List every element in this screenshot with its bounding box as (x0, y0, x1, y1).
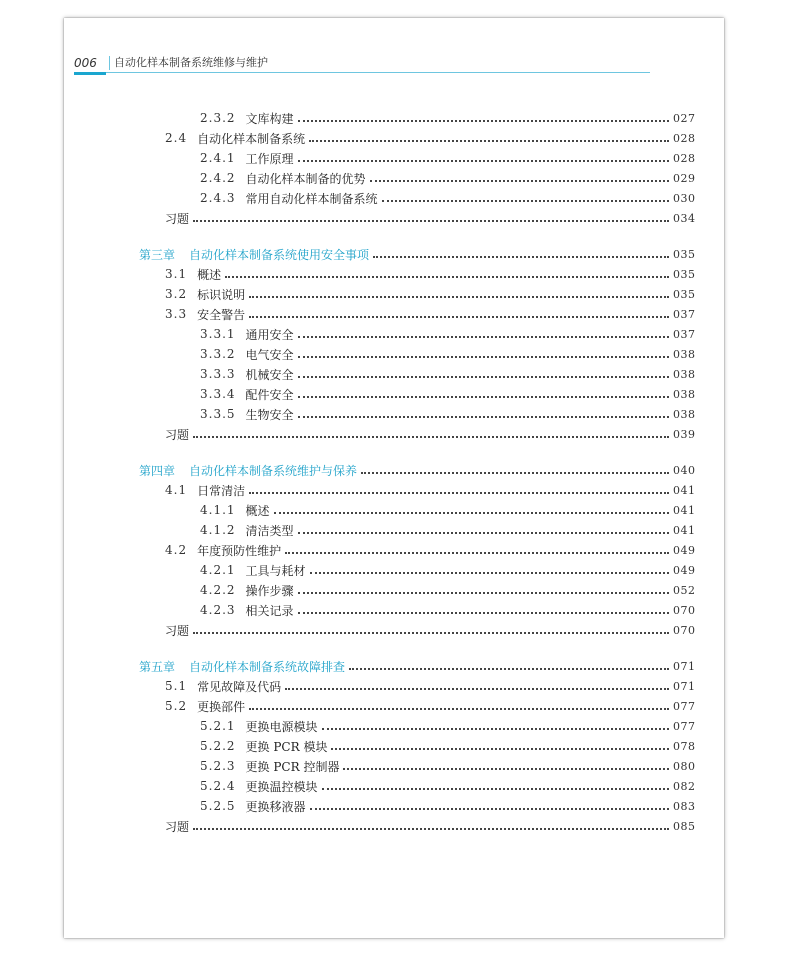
toc-exercises[interactable] (165, 424, 695, 444)
toc-entry-title: 清洁类型 (245, 523, 294, 538)
dot-leader (298, 336, 669, 338)
toc-entry-title: 概述 (245, 503, 270, 518)
toc-entry-number: 3.3.3 (200, 367, 236, 381)
dot-leader (285, 552, 669, 554)
toc-entry[interactable] (200, 188, 695, 208)
toc-page-number: 027 (673, 111, 696, 125)
toc-entry-title: 习题 (165, 819, 190, 834)
page-number: 006 (74, 54, 106, 75)
toc-entry-number: 2.4.2 (200, 171, 236, 185)
toc-entry-title: 常见故障及代码 (197, 679, 282, 694)
toc-entry-number: 2.3.2 (200, 111, 236, 125)
toc-page-number: 037 (673, 307, 696, 321)
toc-entry[interactable] (165, 128, 695, 148)
toc-entry[interactable] (200, 600, 695, 620)
toc-entry-title: 生物安全 (245, 407, 294, 422)
toc-entry-number: 5.2.4 (200, 779, 236, 793)
dot-leader (310, 808, 669, 810)
dot-leader (373, 256, 669, 258)
toc-entry[interactable] (200, 736, 695, 756)
toc-entry-number: 4.1.2 (200, 523, 236, 537)
toc-entry-title: 文库构建 (245, 111, 294, 126)
toc-entry-number: 3.1 (165, 267, 188, 281)
toc-entry-title: 日常清洁 (197, 483, 246, 498)
dot-leader (331, 748, 669, 750)
toc-entry-title: 更换电源模块 (245, 719, 318, 734)
toc-entry-title: 更换部件 (197, 699, 246, 714)
toc-entry-title: 习题 (165, 427, 190, 442)
toc-entry-number: 4.1.1 (200, 503, 236, 517)
dot-leader (298, 376, 669, 378)
toc-page-number: 038 (673, 387, 696, 401)
toc-entry[interactable] (165, 676, 695, 696)
toc-page-number: 028 (673, 131, 696, 145)
dot-leader (193, 436, 669, 438)
dot-leader (249, 316, 669, 318)
toc-entry[interactable] (200, 404, 695, 424)
toc-entry-number: 3.3.4 (200, 387, 236, 401)
toc-entry-number: 5.2.2 (200, 739, 236, 753)
toc-page-number: 041 (673, 503, 696, 517)
dot-leader (298, 612, 669, 614)
toc-entry-number: 2.4.3 (200, 191, 236, 205)
toc-entry-title: 自动化样本制备系统维护与保养 (189, 463, 358, 478)
dot-leader (249, 492, 669, 494)
toc-entry[interactable] (200, 716, 695, 736)
toc-entry-title: 年度预防性维护 (197, 543, 282, 558)
toc-entry-number: 第四章 (139, 463, 176, 478)
toc-entry-number: 3.3.2 (200, 347, 236, 361)
toc-page-number: 077 (673, 719, 696, 733)
toc-page-number: 030 (673, 191, 696, 205)
toc-entry[interactable] (200, 580, 695, 600)
toc-entry-number: 4.2.2 (200, 583, 236, 597)
dot-leader (298, 416, 669, 418)
toc-entry-title: 自动化样本制备的优势 (245, 171, 366, 186)
toc-entry-number: 2.4 (165, 131, 188, 145)
toc-entry[interactable] (165, 284, 695, 304)
toc-exercises[interactable] (165, 208, 695, 228)
toc-entry-title: 操作步骤 (245, 583, 294, 598)
toc-page-number: 039 (673, 427, 696, 441)
toc-entry[interactable] (200, 148, 695, 168)
toc-page-number: 070 (673, 623, 696, 637)
toc-entry-title: 机械安全 (245, 367, 294, 382)
toc-entry-title: 配件安全 (245, 387, 294, 402)
toc-page-number: 085 (673, 819, 696, 833)
dot-leader (361, 472, 669, 474)
toc-entry-title: 自动化样本制备系统 (197, 131, 306, 146)
toc-entry-number: 4.1 (165, 483, 188, 497)
toc-entry-number: 3.3.5 (200, 407, 236, 421)
toc-page-number: 052 (673, 583, 696, 597)
dot-leader (349, 668, 669, 670)
dot-leader (249, 708, 669, 710)
dot-leader (343, 768, 669, 770)
toc-page-number: 035 (673, 267, 696, 281)
toc-entry-title: 相关记录 (245, 603, 294, 618)
running-title: 自动化样本制备系统维修与维护 (114, 56, 268, 69)
toc-entry[interactable] (165, 480, 695, 500)
toc-entry-title: 更换 PCR 模块 (245, 739, 328, 754)
toc-entry-number: 4.2.1 (200, 563, 236, 577)
dot-leader (322, 788, 669, 790)
header-divider (109, 56, 110, 70)
toc-page-number: 080 (673, 759, 696, 773)
dot-leader (193, 828, 669, 830)
toc-entry-number: 5.1 (165, 679, 188, 693)
toc-entry[interactable] (200, 500, 695, 520)
toc-exercises[interactable] (165, 816, 695, 836)
toc-page-number: 034 (673, 211, 696, 225)
dot-leader (225, 276, 669, 278)
toc-entry[interactable] (200, 108, 695, 128)
toc-entry-title: 习题 (165, 211, 190, 226)
toc-entry-number: 2.4.1 (200, 151, 236, 165)
toc-entry-number: 3.3.1 (200, 327, 236, 341)
toc-entry-title: 通用安全 (245, 327, 294, 342)
dot-leader (249, 296, 669, 298)
toc-page-number: 078 (673, 739, 696, 753)
dot-leader (274, 512, 669, 514)
toc-chapter[interactable] (139, 460, 695, 480)
dot-leader (310, 572, 669, 574)
toc-entry-title: 更换移液器 (245, 799, 306, 814)
toc-entry-number: 5.2.3 (200, 759, 236, 773)
toc-page-number: 035 (673, 287, 696, 301)
toc-entry[interactable] (200, 364, 695, 384)
dot-leader (298, 160, 669, 162)
toc-chapter[interactable] (139, 656, 695, 676)
toc-entry[interactable] (200, 756, 695, 776)
toc-page-number: 028 (673, 151, 696, 165)
toc-entry-number: 4.2 (165, 543, 188, 557)
toc-entry[interactable] (165, 540, 695, 560)
page-header (74, 54, 650, 73)
toc-entry-number: 3.2 (165, 287, 188, 301)
dot-leader (322, 728, 669, 730)
toc-entry-title: 电气安全 (245, 347, 294, 362)
toc-entry[interactable] (165, 264, 695, 284)
toc-page-number: 082 (673, 779, 696, 793)
dot-leader (370, 180, 669, 182)
toc-entry-number: 3.3 (165, 307, 188, 321)
toc-page-number: 041 (673, 483, 696, 497)
toc-entry-title: 工作原理 (245, 151, 294, 166)
toc-entry-title: 更换 PCR 控制器 (245, 759, 340, 774)
toc-entry[interactable] (200, 324, 695, 344)
toc-page-number: 049 (673, 563, 696, 577)
toc-entry-title: 自动化样本制备系统使用安全事项 (189, 247, 370, 262)
toc-entry[interactable] (200, 344, 695, 364)
toc-entry-number: 第五章 (139, 659, 176, 674)
toc-entry[interactable] (200, 520, 695, 540)
toc-entry-title: 工具与耗材 (245, 563, 306, 578)
dot-leader (193, 220, 669, 222)
toc-page-number: 077 (673, 699, 696, 713)
toc-entry-title: 概述 (197, 267, 222, 282)
toc-entry-title: 习题 (165, 623, 190, 638)
toc-entry-title: 更换温控模块 (245, 779, 318, 794)
toc-entry-number: 5.2 (165, 699, 188, 713)
toc-entry-title: 安全警告 (197, 307, 246, 322)
toc-page-number: 083 (673, 799, 696, 813)
dot-leader (298, 592, 669, 594)
toc-page-number: 037 (673, 327, 696, 341)
toc-entry-number: 5.2.1 (200, 719, 236, 733)
toc-page-number: 035 (673, 247, 696, 261)
toc-page-number: 029 (673, 171, 696, 185)
toc-page-number: 040 (673, 463, 696, 477)
dot-leader (298, 396, 669, 398)
toc-entry[interactable] (200, 168, 695, 188)
dot-leader (382, 200, 669, 202)
toc-entry[interactable] (200, 560, 695, 580)
toc-entry-title: 常用自动化样本制备系统 (245, 191, 378, 206)
toc-page-number: 070 (673, 603, 696, 617)
dot-leader (298, 356, 669, 358)
toc-entry-title: 自动化样本制备系统故障排查 (189, 659, 346, 674)
toc-entry-title: 标识说明 (197, 287, 246, 302)
dot-leader (298, 120, 669, 122)
toc-exercises[interactable] (165, 620, 695, 640)
toc-entry-number: 5.2.5 (200, 799, 236, 813)
dot-leader (285, 688, 669, 690)
toc-entry-number: 第三章 (139, 247, 176, 262)
toc-page-number: 038 (673, 407, 696, 421)
toc-entry[interactable] (200, 384, 695, 404)
toc-entry[interactable] (200, 776, 695, 796)
dot-leader (309, 140, 669, 142)
toc-page-number: 038 (673, 347, 696, 361)
toc-entry[interactable] (200, 796, 695, 816)
toc-page-number: 049 (673, 543, 696, 557)
toc-page-number: 071 (673, 659, 696, 673)
toc-page-number: 038 (673, 367, 696, 381)
toc-chapter[interactable] (139, 244, 695, 264)
toc-entry[interactable] (165, 304, 695, 324)
dot-leader (193, 632, 669, 634)
toc-entry[interactable] (165, 696, 695, 716)
dot-leader (298, 532, 669, 534)
toc-entry-number: 4.2.3 (200, 603, 236, 617)
toc-page-number: 041 (673, 523, 696, 537)
toc-page-number: 071 (673, 679, 696, 693)
